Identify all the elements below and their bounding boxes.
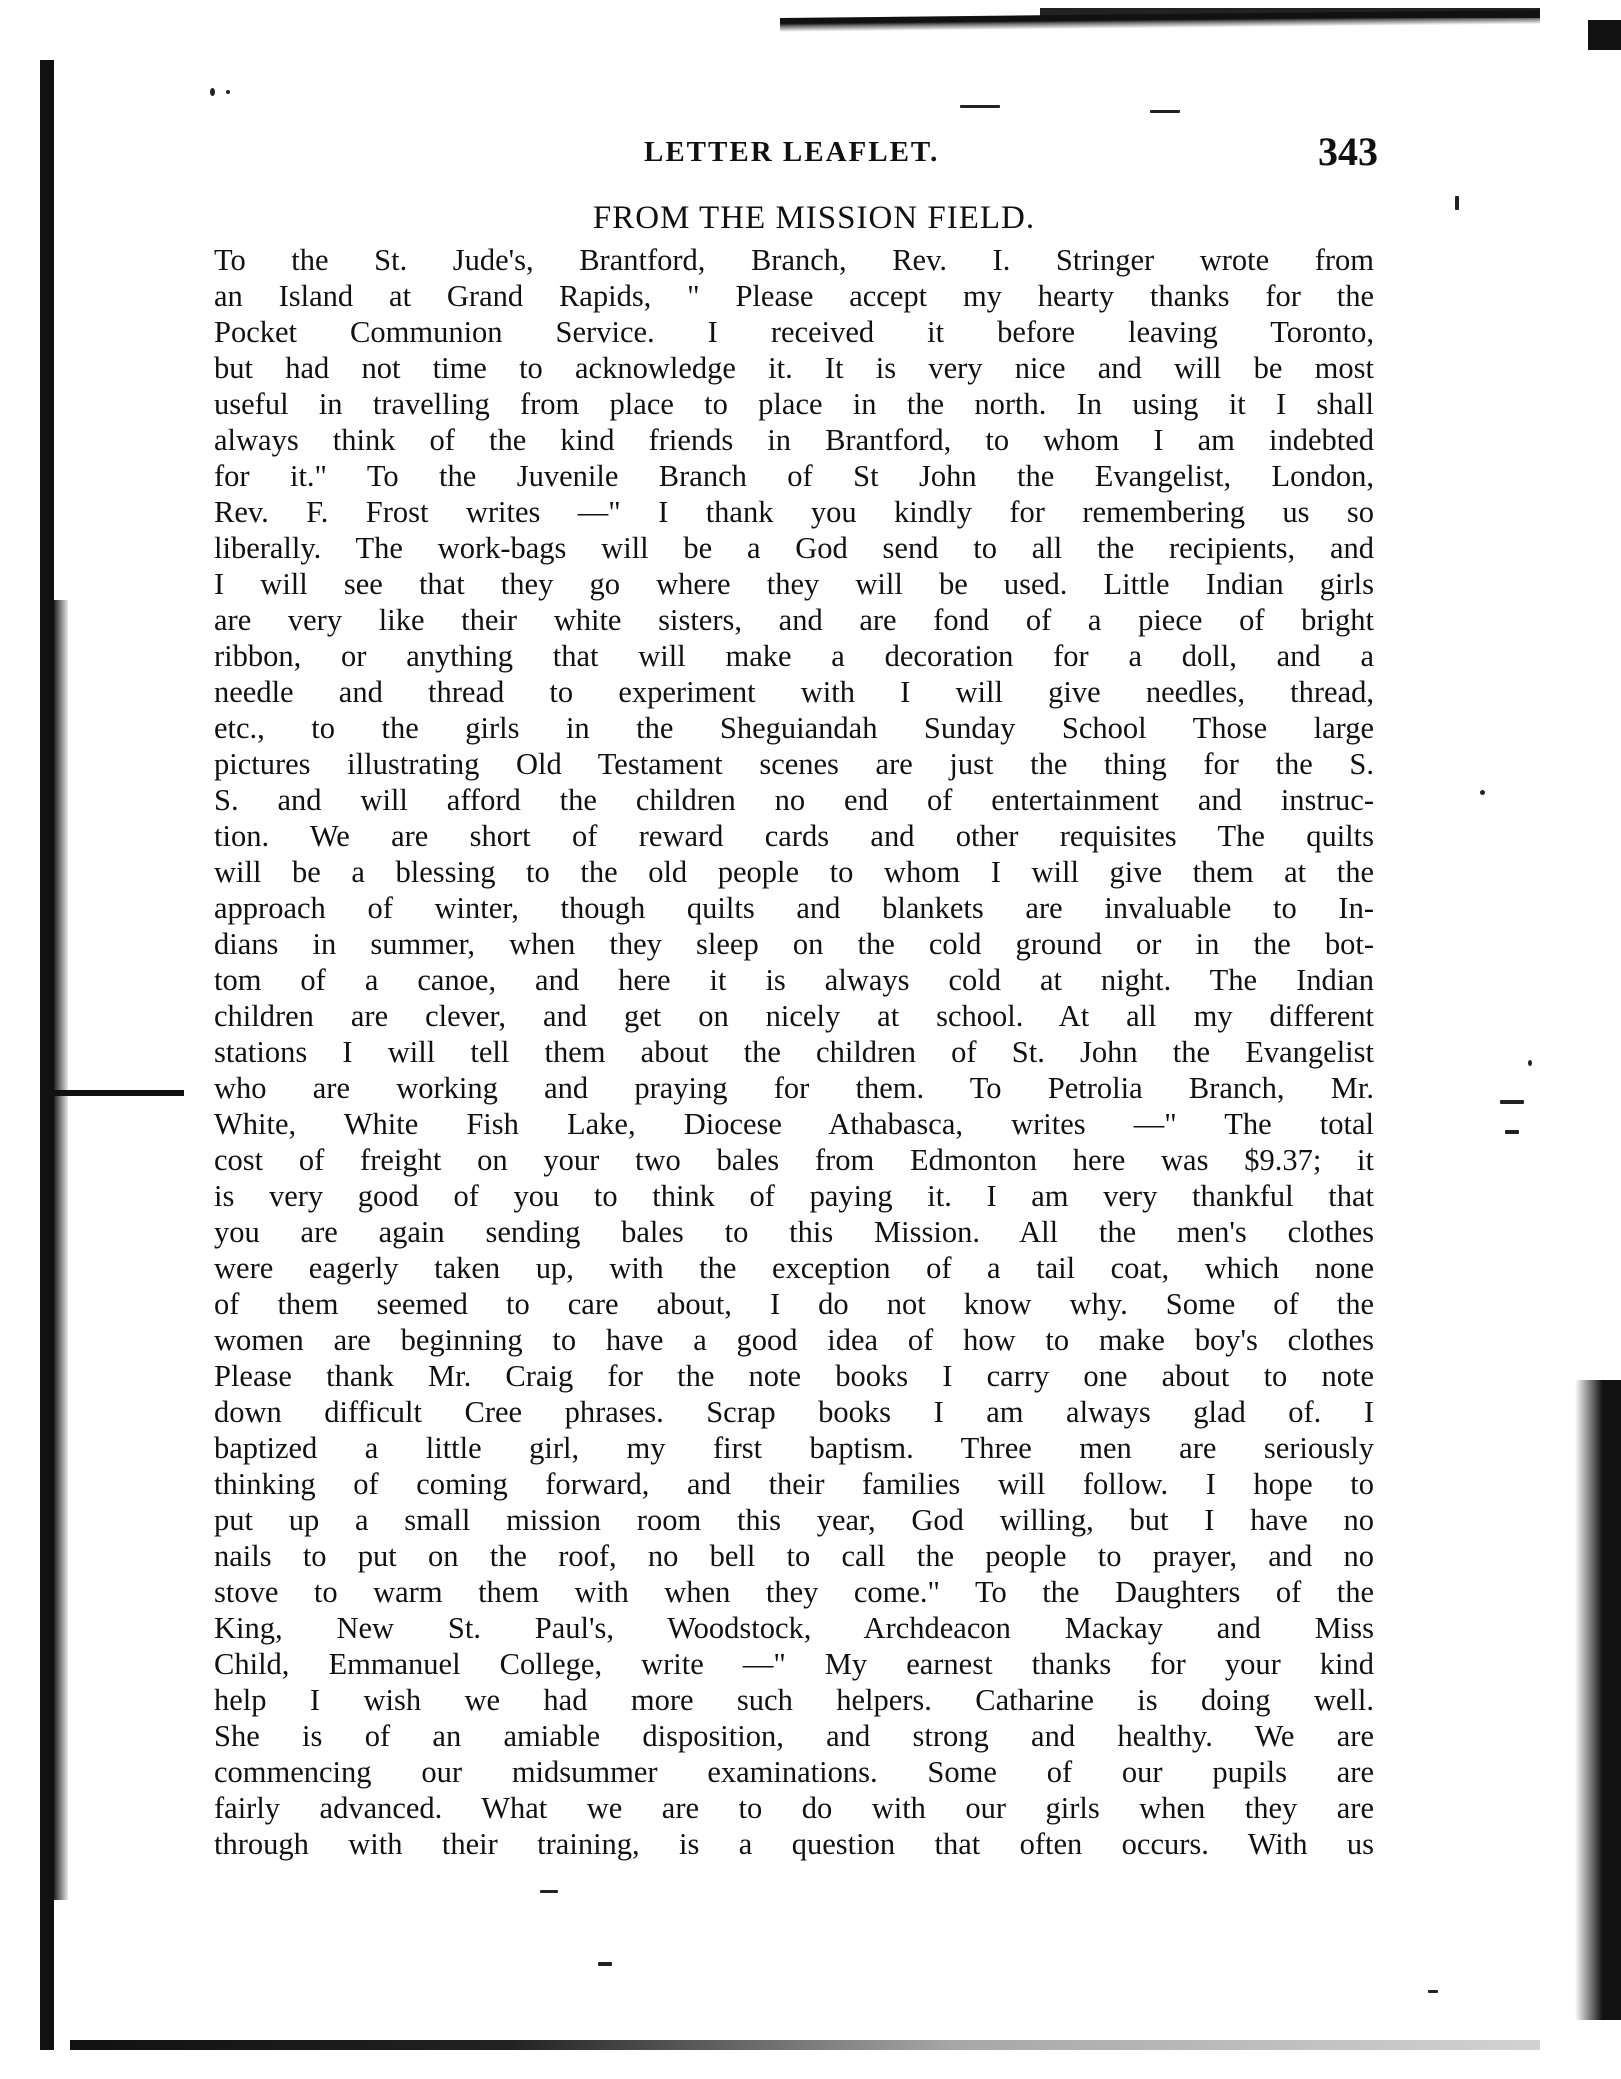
text-line: Rev. F. Frost writes —" I thank you kindly for remembering us so	[214, 495, 1374, 529]
text-line: To the St. Jude's, Brantford, Branch, Rev. I. Stringer wrote from	[214, 243, 1374, 277]
text-line: you are again sending bales to this Mission. All the men's clothes	[214, 1215, 1374, 1249]
text-line: were eagerly taken up, with the exception of a tail coat, which none	[214, 1251, 1374, 1285]
scan-speck	[1150, 110, 1180, 113]
article-body	[214, 242, 1374, 1862]
text-line: White, White Fish Lake, Diocese Athabasca, writes —" The total	[214, 1107, 1374, 1141]
text-line: but had not time to acknowledge it. It is very nice and will be most	[214, 351, 1374, 385]
text-line: always think of the kind friends in Brantford, to whom I am indebted	[214, 423, 1374, 457]
text-line: are very like their white sisters, and are fond of a piece of bright	[214, 603, 1374, 637]
text-line: I will see that they go where they will be used. Little Indian girls	[214, 567, 1374, 601]
scan-speck	[226, 90, 230, 94]
text-line: S. and will afford the children no end of entertainment and instruc-	[214, 783, 1374, 817]
scan-speck	[1480, 790, 1485, 795]
text-line: useful in travelling from place to place in the north. In using it I shall	[214, 387, 1374, 421]
text-line: cost of freight on your two bales from Edmonton here was $9.37; it	[214, 1143, 1374, 1177]
text-line: Child, Emmanuel College, write —" My earnest thanks for your kind	[214, 1647, 1374, 1681]
text-line: etc., to the girls in the Sheguiandah Sunday School Those large	[214, 711, 1374, 745]
scan-edge-left-shadow	[54, 600, 68, 1900]
scan-edge-mark	[54, 1090, 184, 1096]
scan-edge-corner	[1588, 20, 1621, 50]
page-number: 343	[1318, 129, 1378, 174]
page	[214, 120, 1378, 1862]
text-line: liberally. The work-bags will be a God send to all the recipients, and	[214, 531, 1374, 565]
text-line: stove to warm them with when they come." To the Daughters of the	[214, 1575, 1374, 1609]
text-line: put up a small mission room this year, God willing, but I have no	[214, 1503, 1374, 1537]
text-line: for it." To the Juvenile Branch of St John the Evangelist, London,	[214, 459, 1374, 493]
text-line: tom of a canoe, and here it is always cold at night. The Indian	[214, 963, 1374, 997]
text-line: will be a blessing to the old people to whom I will give them at the	[214, 855, 1374, 889]
text-line: fairly advanced. What we are to do with our girls when they are	[214, 1791, 1374, 1825]
running-title: LETTER LEAFLET.	[644, 136, 940, 168]
text-line: needle and thread to experiment with I will give needles, thread,	[214, 675, 1374, 709]
scan-edge-bottom	[70, 2040, 1540, 2050]
scan-speck	[1528, 1060, 1532, 1066]
scan-edge-left	[40, 60, 54, 2050]
text-line: thinking of coming forward, and their families will follow. I hope to	[214, 1467, 1374, 1501]
scan-speck	[1428, 1990, 1438, 1993]
text-line: is very good of you to think of paying it. I am very thankful that	[214, 1179, 1374, 1213]
scan-edge-right	[1575, 1380, 1621, 2020]
text-line: women are beginning to have a good idea of how to make boy's clothes	[214, 1323, 1374, 1357]
text-line: an Island at Grand Rapids, " Please accept my hearty thanks for the	[214, 279, 1374, 313]
text-line: pictures illustrating Old Testament scenes are just the thing for the S.	[214, 747, 1374, 781]
text-line: dians in summer, when they sleep on the cold ground or in the bot-	[214, 927, 1374, 961]
scan-speck	[598, 1962, 612, 1966]
running-head	[214, 120, 1378, 190]
text-line: King, New St. Paul's, Woodstock, Archdeacon Mackay and Miss	[214, 1611, 1374, 1645]
text-line: commencing our midsummer examinations. Some of our pupils are	[214, 1755, 1374, 1789]
text-line: who are working and praying for them. To Petrolia Branch, Mr.	[214, 1071, 1374, 1105]
text-line: Please thank Mr. Craig for the note books I carry one about to note	[214, 1359, 1374, 1393]
scan-speck	[1505, 1130, 1519, 1134]
text-line: ribbon, or anything that will make a decoration for a doll, and a	[214, 639, 1374, 673]
text-line: approach of winter, though quilts and blankets are invaluable to In-	[214, 891, 1374, 925]
text-line: nails to put on the roof, no bell to call the people to prayer, and no	[214, 1539, 1374, 1573]
scan-speck	[1455, 196, 1459, 210]
text-line: of them seemed to care about, I do not know why. Some of the	[214, 1287, 1374, 1321]
article-title: FROM THE MISSION FIELD.	[592, 200, 1036, 236]
text-line: down difficult Cree phrases. Scrap books I am always glad of. I	[214, 1395, 1374, 1429]
text-line: baptized a little girl, my first baptism. Three men are seriously	[214, 1431, 1374, 1465]
text-line: stations I will tell them about the children of St. John the Evangelist	[214, 1035, 1374, 1069]
scan-speck	[540, 1890, 558, 1893]
scan-speck	[960, 105, 1000, 108]
scan-speck	[210, 88, 215, 96]
text-line: Pocket Communion Service. I received it before leaving Toronto,	[214, 315, 1374, 349]
text-line: children are clever, and get on nicely at school. At all my different	[214, 999, 1374, 1033]
text-line: through with their training, is a question that often occurs. With us	[214, 1827, 1374, 1861]
text-line: tion. We are short of reward cards and other requisites The quilts	[214, 819, 1374, 853]
text-line: help I wish we had more such helpers. Catharine is doing well.	[214, 1683, 1374, 1717]
scan-speck	[1500, 1100, 1524, 1104]
text-line: She is of an amiable disposition, and strong and healthy. We are	[214, 1719, 1374, 1753]
scan-edge-top-shadow	[780, 10, 1540, 32]
